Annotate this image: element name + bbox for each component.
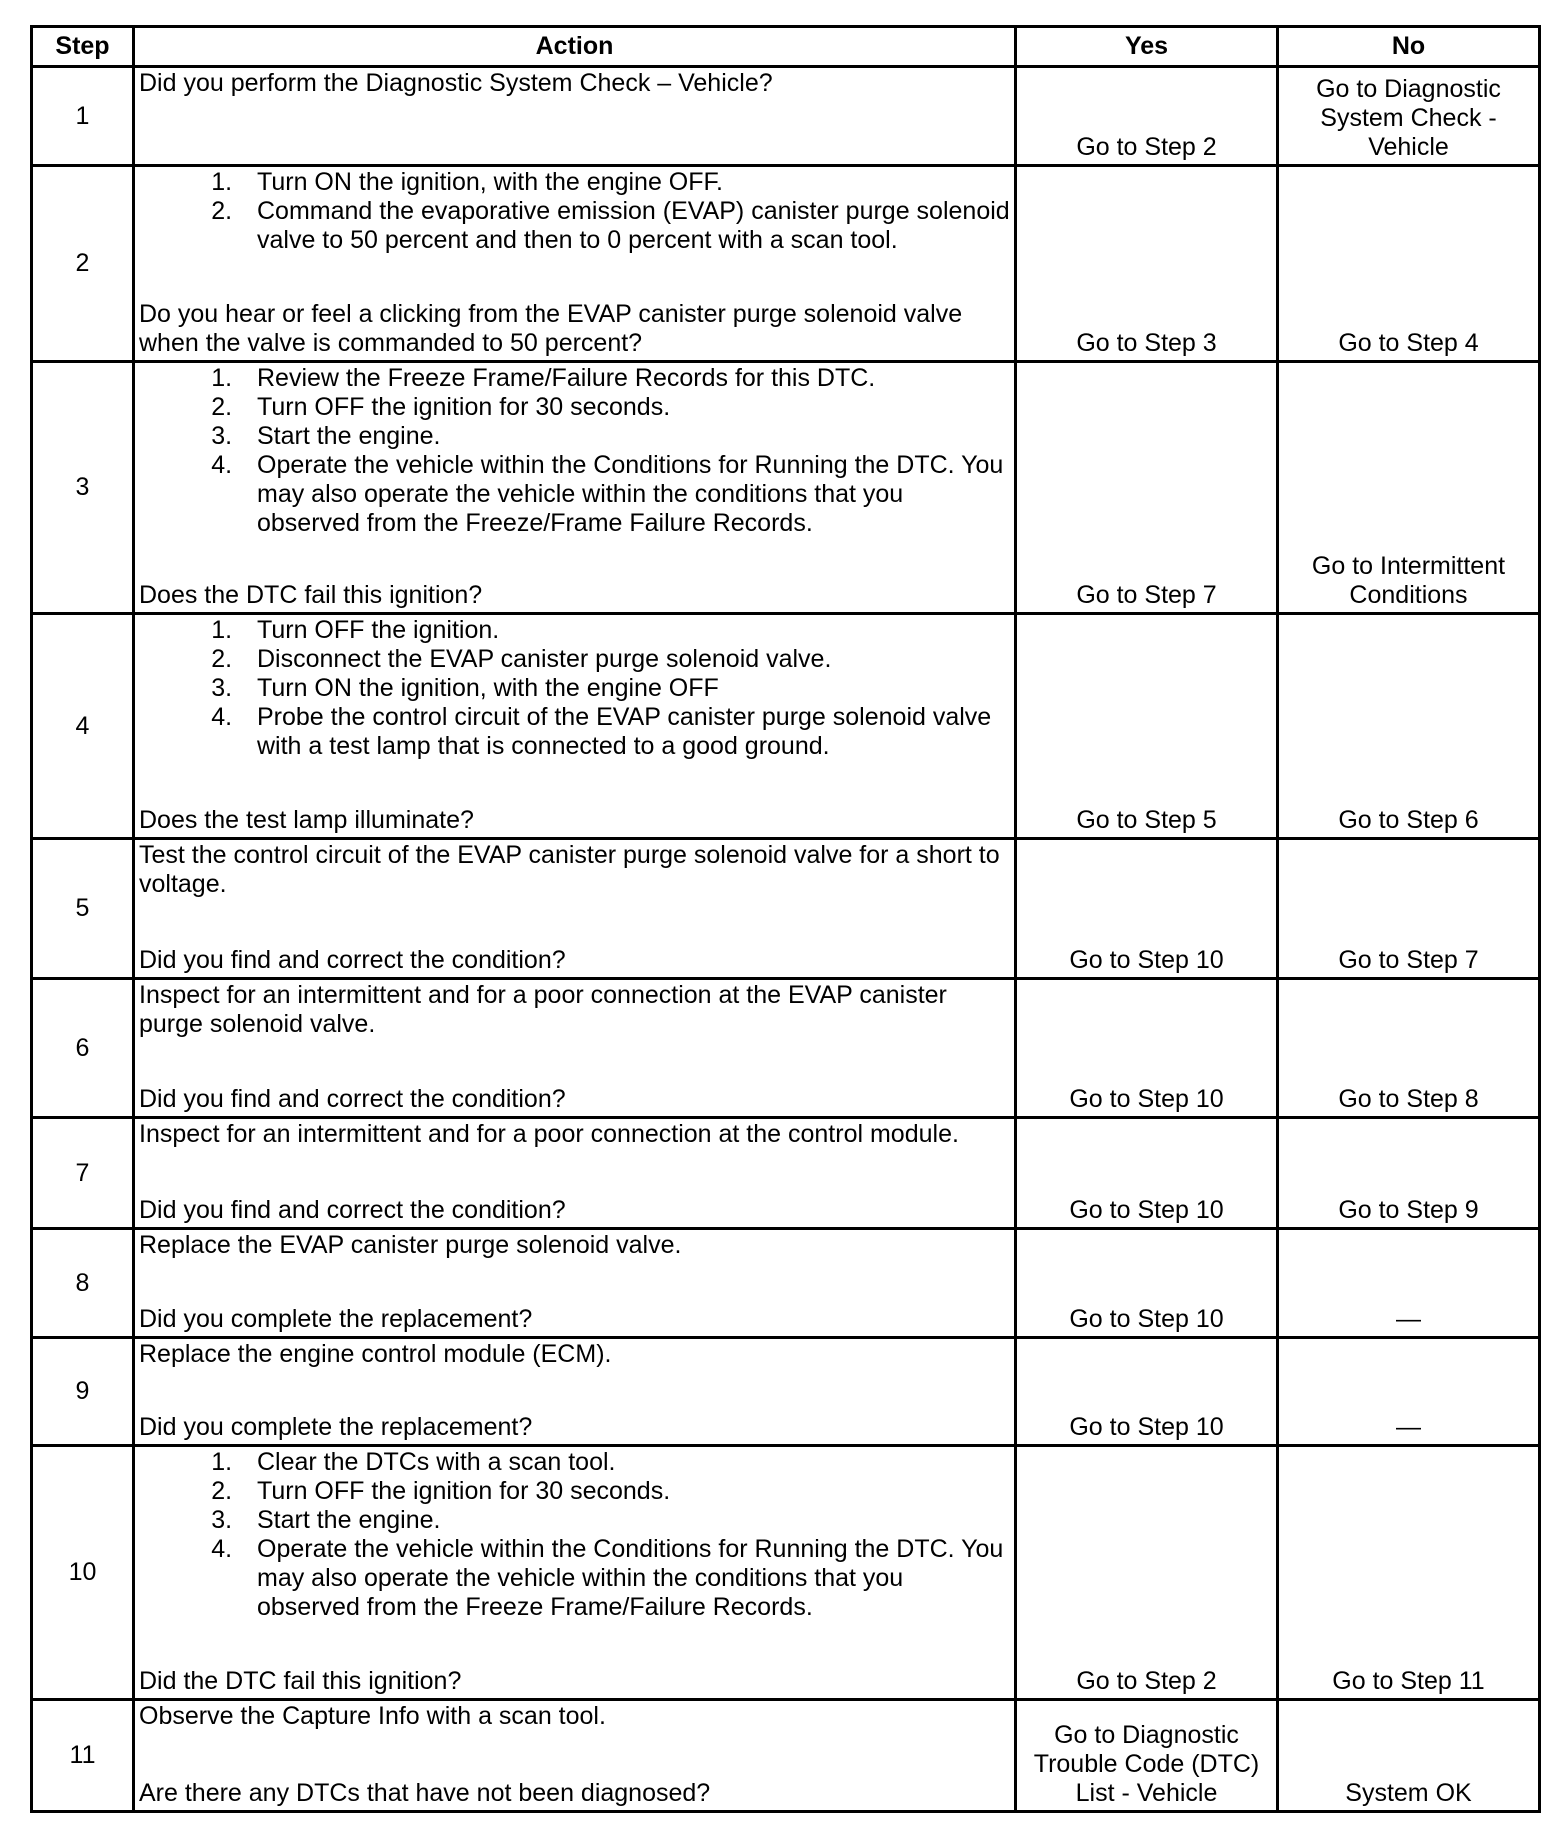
action-cell (134, 979, 1016, 1118)
step-cell: 5 (32, 839, 134, 979)
step-cell: 6 (32, 979, 134, 1118)
yes-cell: Go to Step 2 (1016, 67, 1278, 166)
step-cell: 9 (32, 1338, 134, 1446)
no-cell: Go to Step 9 (1278, 1118, 1540, 1229)
action-step-item: 2. Command the evaporative emission (EVAP) canister purge solenoid valve to 50 percent and then to 0 percent with a scan tool. (239, 197, 1010, 255)
action-steps-list (139, 168, 1010, 255)
no-cell: Go to Diagnostic System Check - Vehicle (1278, 67, 1540, 166)
action-steps-list (139, 1448, 1010, 1622)
action-cell (134, 362, 1016, 614)
action-step-item: 4. Probe the control circuit of the EVAP canister purge solenoid valve with a test lamp that is connected to a good ground. (239, 703, 1010, 761)
action-question: Does the test lamp illuminate? (139, 806, 474, 834)
action-question: Are there any DTCs that have not been diagnosed? (139, 1779, 711, 1807)
action-question: Does the DTC fail this ignition? (139, 581, 483, 609)
no-cell: — (1278, 1338, 1540, 1446)
action-step-item: 2. Turn OFF the ignition for 30 seconds. (239, 1477, 1010, 1506)
step-cell: 7 (32, 1118, 134, 1229)
step-cell: 11 (32, 1700, 134, 1812)
yes-cell: Go to Step 10 (1016, 1118, 1278, 1229)
table-row (32, 1229, 1540, 1338)
action-cell (134, 839, 1016, 979)
action-cell (134, 166, 1016, 362)
action-instruction: Replace the engine control module (ECM). (139, 1340, 612, 1368)
no-cell: Go to Step 4 (1278, 166, 1540, 362)
action-cell (134, 1118, 1016, 1229)
no-cell: — (1278, 1229, 1540, 1338)
action-instruction: Inspect for an intermittent and for a poor connection at the EVAP canister purge solenoid valve. (139, 981, 947, 1038)
step-cell: 8 (32, 1229, 134, 1338)
action-step-item: 1. Turn OFF the ignition. (239, 616, 1010, 645)
action-steps-list (139, 364, 1010, 538)
table-row (32, 839, 1540, 979)
action-question: Did you find and correct the condition? (139, 946, 566, 974)
yes-cell: Go to Step 10 (1016, 839, 1278, 979)
table-row (32, 614, 1540, 839)
no-cell: Go to Step 6 (1278, 614, 1540, 839)
action-cell (134, 67, 1016, 166)
table-row (32, 1338, 1540, 1446)
action-steps-list (139, 616, 1010, 761)
action-cell (134, 1700, 1016, 1812)
action-question: Did you find and correct the condition? (139, 1085, 566, 1113)
table-row (32, 362, 1540, 614)
step-cell: 2 (32, 166, 134, 362)
yes-cell: Go to Step 10 (1016, 1338, 1278, 1446)
table-row (32, 1700, 1540, 1812)
action-instruction: Replace the EVAP canister purge solenoid valve. (139, 1231, 682, 1259)
header-step: Step (32, 27, 134, 67)
no-cell: Go to Step 7 (1278, 839, 1540, 979)
table-row (32, 67, 1540, 166)
step-cell: 1 (32, 67, 134, 166)
yes-cell: Go to Step 7 (1016, 362, 1278, 614)
no-cell: Go to Step 8 (1278, 979, 1540, 1118)
no-cell: System OK (1278, 1700, 1540, 1812)
action-question: Do you hear or feel a clicking from the EVAP canister purge solenoid valve when the valve is commanded to 50 percent? (139, 300, 963, 357)
header-no: No (1278, 27, 1540, 67)
action-step-item: 2. Turn OFF the ignition for 30 seconds. (239, 393, 1010, 422)
action-cell (134, 614, 1016, 839)
action-step-item: 4. Operate the vehicle within the Conditions for Running the DTC. You may also operate the vehicle within the conditions that you observed from the Freeze Frame/Failure Records. (239, 1535, 1010, 1622)
action-cell (134, 1338, 1016, 1446)
action-question: Did you complete the replacement? (139, 1413, 533, 1441)
action-step-item: 2. Disconnect the EVAP canister purge solenoid valve. (239, 645, 1010, 674)
action-step-item: 1. Clear the DTCs with a scan tool. (239, 1448, 1010, 1477)
table-row (32, 166, 1540, 362)
action-step-item: 4. Operate the vehicle within the Conditions for Running the DTC. You may also operate the vehicle within the conditions that you observed from the Freeze/Frame Failure Records. (239, 451, 1010, 538)
step-cell: 3 (32, 362, 134, 614)
action-instruction: Did you perform the Diagnostic System Check – Vehicle? (139, 69, 773, 97)
step-cell: 10 (32, 1446, 134, 1700)
action-question: Did you find and correct the condition? (139, 1196, 566, 1224)
no-cell: Go to Intermittent Conditions (1278, 362, 1540, 614)
action-step-item: 1. Turn ON the ignition, with the engine OFF. (239, 168, 1010, 197)
action-step-item: 3. Start the engine. (239, 1506, 1010, 1535)
action-instruction: Test the control circuit of the EVAP canister purge solenoid valve for a short to voltage. (139, 841, 1000, 898)
action-step-item: 3. Start the engine. (239, 422, 1010, 451)
yes-cell: Go to Step 3 (1016, 166, 1278, 362)
table-body (32, 67, 1540, 1812)
table-row (32, 1118, 1540, 1229)
yes-cell: Go to Diagnostic Trouble Code (DTC) List - Vehicle (1016, 1700, 1278, 1812)
yes-cell: Go to Step 10 (1016, 979, 1278, 1118)
yes-cell: Go to Step 2 (1016, 1446, 1278, 1700)
header-row (32, 27, 1540, 67)
action-question: Did the DTC fail this ignition? (139, 1667, 462, 1695)
action-cell (134, 1446, 1016, 1700)
action-question: Did you complete the replacement? (139, 1305, 533, 1333)
action-cell (134, 1229, 1016, 1338)
header-action: Action (134, 27, 1016, 67)
action-instruction: Inspect for an intermittent and for a poor connection at the control module. (139, 1120, 959, 1148)
action-step-item: 3. Turn ON the ignition, with the engine OFF (239, 674, 1010, 703)
action-instruction: Observe the Capture Info with a scan tool. (139, 1702, 606, 1730)
yes-cell: Go to Step 5 (1016, 614, 1278, 839)
table-row (32, 979, 1540, 1118)
no-cell: Go to Step 11 (1278, 1446, 1540, 1700)
header-yes: Yes (1016, 27, 1278, 67)
yes-cell: Go to Step 10 (1016, 1229, 1278, 1338)
table-row (32, 1446, 1540, 1700)
step-cell: 4 (32, 614, 134, 839)
diagnostic-table (30, 25, 1541, 1813)
action-step-item: 1. Review the Freeze Frame/Failure Records for this DTC. (239, 364, 1010, 393)
